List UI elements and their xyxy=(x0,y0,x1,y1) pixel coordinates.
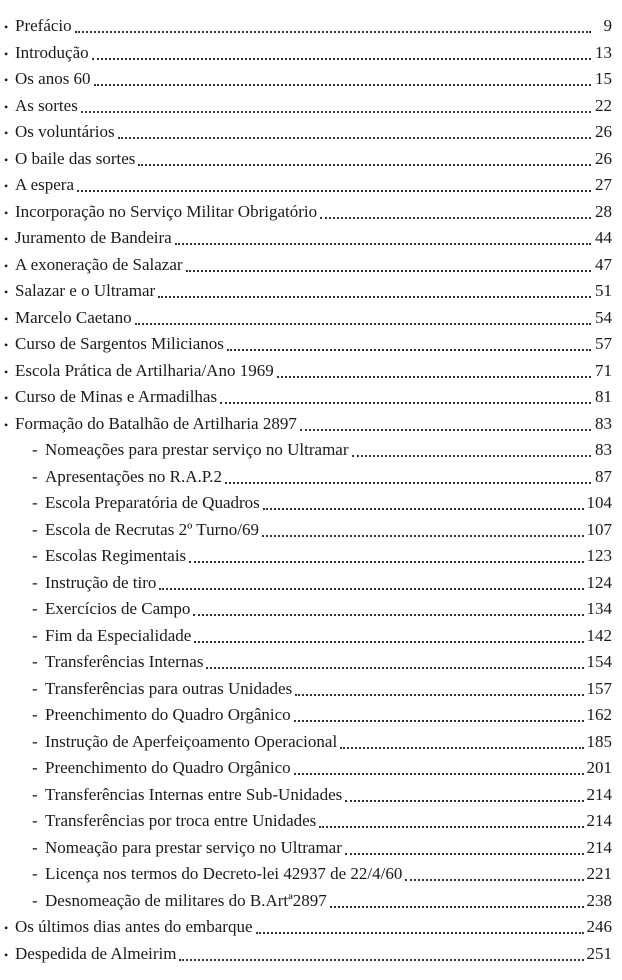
toc-entry-title: Transferências para outras Unidades xyxy=(45,678,293,698)
dash-icon: - xyxy=(32,678,38,698)
toc-entry-page-number: 154 xyxy=(586,652,612,671)
dash-icon: - xyxy=(32,811,38,830)
dot-leader xyxy=(193,614,583,616)
toc-subentry[interactable] xyxy=(0,623,612,650)
toc-entry-page-number: 251 xyxy=(586,943,612,963)
toc-subentry[interactable] xyxy=(0,808,612,835)
toc-entry-page-number: 246 xyxy=(586,917,612,936)
dash-icon: - xyxy=(32,625,38,645)
dash-icon: - xyxy=(32,466,38,486)
toc-entry-page-number: 28 xyxy=(595,201,612,221)
bullet-icon: • xyxy=(4,285,9,299)
toc-subentry[interactable] xyxy=(0,888,612,915)
dot-leader xyxy=(345,853,584,855)
toc-entry-page-number: 162 xyxy=(586,705,612,724)
toc-entry-page-number: 44 xyxy=(595,228,612,247)
toc-entry[interactable] xyxy=(0,384,612,411)
toc-entry-title: Escola de Recrutas 2º Turno/69 xyxy=(45,519,259,539)
toc-entry-page-number: 54 xyxy=(595,307,612,327)
dot-leader xyxy=(277,376,591,378)
dash-icon: - xyxy=(32,705,38,724)
bullet-icon: • xyxy=(4,46,9,61)
dot-leader xyxy=(300,429,591,431)
toc-entry-page-number: 47 xyxy=(595,254,612,274)
toc-entry-title: Nomeações para prestar serviço no Ultramar xyxy=(45,440,349,459)
toc-entry-page-number: 81 xyxy=(595,387,612,406)
bullet-icon: • xyxy=(4,417,9,432)
toc-entry[interactable] xyxy=(0,40,612,67)
toc-subentry[interactable] xyxy=(0,729,612,756)
toc-entry-page-number: 9 xyxy=(603,16,612,35)
toc-entry-title: Escola Preparatória de Quadros xyxy=(45,493,260,512)
toc-entry-title: Salazar e o Ultramar xyxy=(15,281,156,300)
toc-entry[interactable] xyxy=(0,93,612,120)
toc-entry[interactable] xyxy=(0,914,612,941)
bullet-icon: • xyxy=(4,311,9,326)
toc-entry-title: Instrução de Aperfeiçoamento Operacional xyxy=(45,731,338,751)
toc-entry-page-number: 214 xyxy=(586,837,612,857)
toc-entry-title: Juramento de Bandeira xyxy=(15,228,172,247)
dot-leader xyxy=(138,164,591,166)
toc-entry-page-number: 238 xyxy=(586,890,612,910)
bullet-icon: • xyxy=(4,179,9,193)
dash-icon: - xyxy=(32,652,38,671)
dot-leader xyxy=(220,402,591,404)
toc-entry-page-number: 201 xyxy=(586,758,612,777)
toc-subentry[interactable] xyxy=(0,649,612,676)
dot-leader xyxy=(186,270,591,272)
toc-subentry[interactable] xyxy=(0,437,612,464)
toc-entry-page-number: 83 xyxy=(595,413,612,433)
bullet-icon: • xyxy=(4,73,9,87)
dash-icon: - xyxy=(32,890,38,910)
bullet-icon: • xyxy=(4,20,9,34)
bullet-icon: • xyxy=(4,338,9,352)
bullet-icon: • xyxy=(4,921,9,935)
toc-entry[interactable] xyxy=(0,119,612,146)
toc-subentry[interactable] xyxy=(0,835,612,862)
dot-leader xyxy=(320,217,591,219)
toc-entry-title: Transferências por troca entre Unidades xyxy=(45,811,317,830)
bullet-icon: • xyxy=(4,258,9,273)
dot-leader xyxy=(135,323,591,325)
dot-leader xyxy=(159,588,583,590)
dot-leader xyxy=(256,932,584,934)
toc-entry-page-number: 124 xyxy=(586,572,612,592)
toc-entry[interactable] xyxy=(0,225,612,252)
toc-entry-title: Nomeação para prestar serviço no Ultramar xyxy=(45,837,342,857)
dot-leader xyxy=(194,641,583,643)
toc-subentry[interactable] xyxy=(0,490,612,517)
toc-entry-title: Transferências Internas xyxy=(45,652,204,671)
toc-entry-title: Fim da Especialidade xyxy=(45,625,192,645)
dot-leader xyxy=(294,720,584,722)
toc-entry[interactable] xyxy=(0,199,612,226)
toc-entry-title: Incorporação no Serviço Militar Obrigatório xyxy=(15,201,318,221)
table-of-contents xyxy=(0,13,612,967)
dot-leader xyxy=(340,747,583,749)
dot-leader xyxy=(295,694,583,696)
toc-entry-page-number: 15 xyxy=(595,69,612,88)
toc-entry[interactable] xyxy=(0,358,612,385)
dash-icon: - xyxy=(32,758,38,777)
toc-entry[interactable] xyxy=(0,172,612,199)
bullet-icon: • xyxy=(4,391,9,405)
toc-subentry[interactable] xyxy=(0,596,612,623)
dot-leader xyxy=(92,58,591,60)
toc-entry-title: Escolas Regimentais xyxy=(45,546,187,565)
dot-leader xyxy=(175,243,591,245)
dot-leader xyxy=(75,31,591,33)
toc-entry[interactable] xyxy=(0,278,612,305)
toc-subentry[interactable] xyxy=(0,543,612,570)
toc-entry[interactable] xyxy=(0,411,612,438)
toc-entry-page-number: 104 xyxy=(586,493,612,512)
bullet-icon: • xyxy=(4,205,9,220)
toc-entry-page-number: 221 xyxy=(586,864,612,883)
dot-leader xyxy=(227,349,591,351)
toc-entry-title: Prefácio xyxy=(15,16,72,35)
dash-icon: - xyxy=(32,519,38,539)
toc-entry-title: Preenchimento do Quadro Orgânico xyxy=(45,705,291,724)
toc-entry[interactable] xyxy=(0,146,612,173)
dot-leader xyxy=(294,773,584,775)
bullet-icon: • xyxy=(4,947,9,962)
dot-leader xyxy=(77,190,591,192)
toc-entry-title: Preenchimento do Quadro Orgânico xyxy=(45,758,291,777)
toc-entry[interactable] xyxy=(0,66,612,93)
toc-entry-title: Despedida de Almeirim xyxy=(15,943,177,963)
toc-entry-title: Curso de Sargentos Milicianos xyxy=(15,334,224,353)
dot-leader xyxy=(262,535,584,537)
toc-entry-page-number: 107 xyxy=(586,519,612,539)
toc-entry[interactable] xyxy=(0,331,612,358)
dot-leader xyxy=(345,800,583,802)
toc-entry[interactable] xyxy=(0,941,612,968)
dot-leader xyxy=(118,137,591,139)
toc-entry[interactable] xyxy=(0,13,612,40)
toc-entry-page-number: 83 xyxy=(595,440,612,459)
bullet-icon: • xyxy=(4,152,9,167)
dot-leader xyxy=(158,296,591,298)
dot-leader xyxy=(81,111,591,113)
toc-entry-page-number: 26 xyxy=(595,122,612,141)
dot-leader xyxy=(179,959,583,961)
dash-icon: - xyxy=(32,731,38,751)
dot-leader xyxy=(405,879,583,881)
toc-entry-page-number: 123 xyxy=(586,546,612,565)
toc-entry-page-number: 22 xyxy=(595,95,612,115)
dot-leader xyxy=(352,455,591,457)
toc-entry-title: Instrução de tiro xyxy=(45,572,157,592)
toc-entry-title: Formação do Batalhão de Artilharia 2897 xyxy=(15,413,297,433)
toc-subentry[interactable] xyxy=(0,861,612,888)
toc-entry-title: Os voluntários xyxy=(15,122,115,141)
bullet-icon: • xyxy=(4,364,9,379)
toc-entry-page-number: 157 xyxy=(586,678,612,698)
toc-entry-title: Curso de Minas e Armadilhas xyxy=(15,387,218,406)
toc-entry-page-number: 134 xyxy=(586,599,612,618)
toc-entry-title: Os últimos dias antes do embarque xyxy=(15,917,253,936)
toc-entry-page-number: 13 xyxy=(595,42,612,62)
dash-icon: - xyxy=(32,599,38,618)
toc-subentry[interactable] xyxy=(0,570,612,597)
toc-entry-page-number: 26 xyxy=(595,148,612,168)
dash-icon: - xyxy=(32,546,38,565)
toc-entry-title: Apresentações no R.A.P.2 xyxy=(45,466,223,486)
toc-entry-page-number: 57 xyxy=(595,334,612,353)
dot-leader xyxy=(225,482,591,484)
toc-entry-title: O baile das sortes xyxy=(15,148,136,168)
toc-entry-title: A exoneração de Salazar xyxy=(15,254,183,274)
toc-entry-page-number: 87 xyxy=(595,466,612,486)
toc-subentry[interactable] xyxy=(0,782,612,809)
dot-leader xyxy=(189,561,583,563)
toc-entry-title: Transferências Internas entre Sub-Unidades xyxy=(45,784,343,804)
toc-entry-title: Escola Prática de Artilharia/Ano 1969 xyxy=(15,360,274,380)
toc-entry-title: Exercícios de Campo xyxy=(45,599,191,618)
toc-subentry[interactable] xyxy=(0,517,612,544)
toc-entry-page-number: 51 xyxy=(595,281,612,300)
bullet-icon: • xyxy=(4,232,9,246)
dash-icon: - xyxy=(32,864,38,883)
dash-icon: - xyxy=(32,440,38,459)
toc-entry-title: A espera xyxy=(15,175,75,194)
toc-subentry[interactable] xyxy=(0,702,612,729)
toc-subentry[interactable] xyxy=(0,676,612,703)
toc-entry-title: Introdução xyxy=(15,42,89,62)
toc-entry-page-number: 214 xyxy=(586,784,612,804)
toc-subentry[interactable] xyxy=(0,464,612,491)
toc-entry-page-number: 214 xyxy=(586,811,612,830)
toc-entry-page-number: 185 xyxy=(586,731,612,751)
toc-entry-title: As sortes xyxy=(15,95,78,115)
dash-icon: - xyxy=(32,493,38,512)
dash-icon: - xyxy=(32,572,38,592)
dot-leader xyxy=(263,508,584,510)
toc-entry-title: Os anos 60 xyxy=(15,69,91,88)
toc-entry[interactable] xyxy=(0,305,612,332)
toc-entry-page-number: 142 xyxy=(586,625,612,645)
toc-entry-title: Desnomeação de militares do B.Artª2897 xyxy=(45,890,327,910)
toc-entry-title: Licença nos termos do Decreto-lei 42937 de 22/4/60 xyxy=(45,864,403,883)
dot-leader xyxy=(319,826,583,828)
dot-leader xyxy=(206,667,583,669)
toc-entry[interactable] xyxy=(0,252,612,279)
dot-leader xyxy=(330,906,584,908)
bullet-icon: • xyxy=(4,126,9,140)
toc-entry-page-number: 27 xyxy=(595,175,612,194)
dot-leader xyxy=(94,84,591,86)
toc-subentry[interactable] xyxy=(0,755,612,782)
bullet-icon: • xyxy=(4,99,9,114)
dash-icon: - xyxy=(32,837,38,857)
dash-icon: - xyxy=(32,784,38,804)
toc-entry-page-number: 71 xyxy=(595,360,612,380)
toc-entry-title: Marcelo Caetano xyxy=(15,307,132,327)
